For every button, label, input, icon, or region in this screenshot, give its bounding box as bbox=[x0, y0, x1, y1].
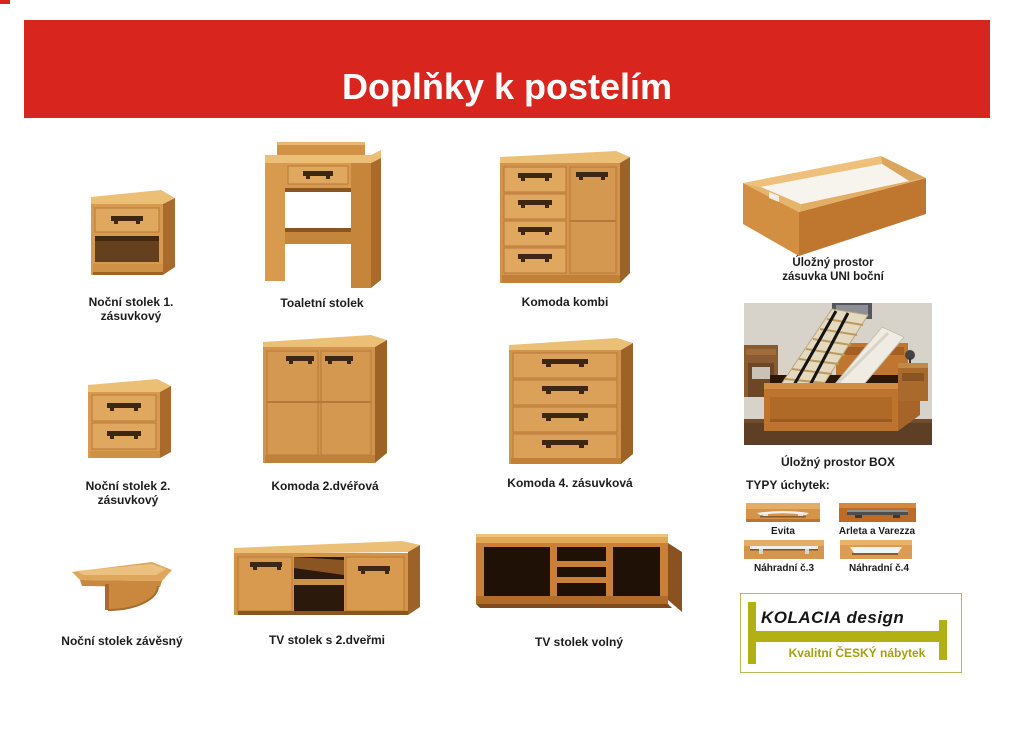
nocni-stolek-zavesny-image bbox=[68, 556, 176, 612]
product-label-line2: zásuvka UNI boční bbox=[782, 271, 884, 283]
product-label: Noční stolek 1. zásuvkový bbox=[88, 295, 174, 323]
handle-evita-image bbox=[746, 503, 820, 522]
tv-stolek-2dvermi-image bbox=[230, 533, 424, 623]
nocni-stolek-2-image bbox=[83, 372, 173, 460]
logo-brand-name: KOLACIA design bbox=[761, 608, 905, 627]
product-ulozny-prostor-box bbox=[744, 303, 932, 469]
nocni-stolek-1-image bbox=[85, 183, 177, 279]
handle-types-section bbox=[744, 478, 934, 578]
komoda-2dverova-image bbox=[259, 327, 392, 467]
handle-label: Evita bbox=[771, 526, 795, 537]
handle-nahradni-3-image bbox=[744, 540, 824, 559]
handle-label: Náhradní č.4 bbox=[848, 563, 910, 574]
komoda-4zasuvkova-image bbox=[503, 330, 638, 468]
ulozny-prostor-uni-image bbox=[735, 150, 931, 258]
product-nocni-stolek-2 bbox=[55, 372, 201, 507]
kolacia-logo bbox=[740, 593, 962, 673]
toaletni-stolek-image bbox=[257, 140, 387, 290]
product-label: Komoda 4. zásuvková bbox=[507, 476, 633, 490]
product-label: Úložný prostor BOX bbox=[780, 455, 895, 469]
handle-nahradni-4-image bbox=[840, 540, 912, 559]
title-banner bbox=[24, 20, 990, 118]
product-label-line1: Úložný prostor bbox=[792, 257, 874, 269]
product-nocni-stolek-1 bbox=[58, 183, 204, 323]
product-label bbox=[733, 256, 933, 284]
product-label: Komoda kombi bbox=[521, 295, 609, 309]
product-ulozny-prostor-uni bbox=[733, 150, 933, 283]
product-komoda-4zasuvkova bbox=[500, 330, 640, 490]
handle-label: Arleta a Varezza bbox=[838, 526, 916, 537]
product-label: Noční stolek 2. zásuvkový bbox=[85, 479, 171, 507]
handle-arleta-varezza-image bbox=[839, 503, 916, 522]
page-title: Doplňky k postelím bbox=[341, 66, 673, 107]
logo-bed-rail bbox=[748, 631, 947, 642]
product-komoda-2dverova bbox=[252, 327, 398, 493]
komoda-kombi-image bbox=[494, 143, 636, 289]
product-tv-stolek-2dvermi bbox=[230, 533, 424, 647]
tv-stolek-volny-image bbox=[472, 528, 686, 618]
product-label: Noční stolek závěsný bbox=[61, 634, 183, 648]
product-toaletni-stolek bbox=[252, 140, 392, 310]
product-label: TV stolek s 2.dveřmi bbox=[268, 633, 386, 647]
handle-label: Náhradní č.3 bbox=[753, 563, 815, 574]
logo-tagline: Kvalitní ČESKÝ nábytek bbox=[788, 646, 926, 660]
product-tv-stolek-volny bbox=[472, 528, 686, 649]
product-label: Komoda 2.dvéřová bbox=[271, 479, 379, 493]
product-label: Toaletní stolek bbox=[280, 296, 364, 310]
product-nocni-stolek-zavesny bbox=[61, 556, 183, 648]
product-label: TV stolek volný bbox=[534, 635, 624, 649]
ulozny-prostor-box-photo bbox=[744, 303, 932, 445]
corner-red-mark bbox=[0, 0, 10, 4]
handle-types-heading: TYPY úchytek: bbox=[746, 478, 830, 492]
product-komoda-kombi bbox=[494, 143, 636, 309]
